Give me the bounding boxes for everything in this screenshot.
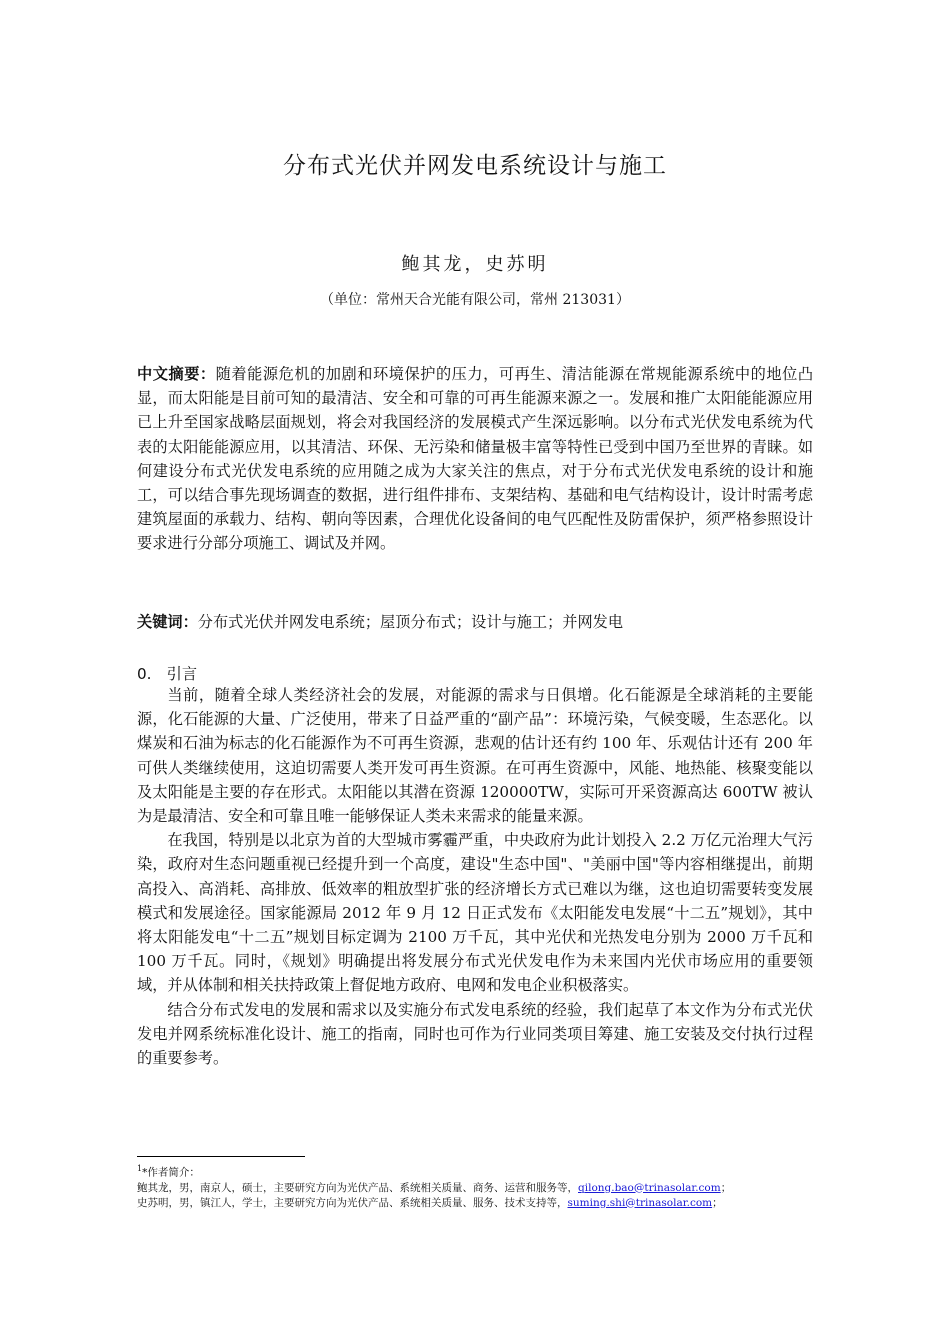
footnote-author-2: [137, 1196, 827, 1211]
author-list: 鲍其龙，史苏明: [401, 254, 549, 275]
abstract-label: 中文摘要：: [137, 365, 216, 383]
introduction-body: [137, 683, 813, 1070]
footnotes: [137, 1161, 827, 1211]
abstract: [137, 362, 813, 556]
keywords: [137, 610, 813, 634]
footnote-heading-text: *作者简介：: [142, 1166, 200, 1179]
footnote-marker: 1: [137, 1164, 143, 1173]
abstract-text: 随着能源危机的加剧和环境保护的压力，可再生、清洁能源在常规能源系统中的地位凸显，而太阳能是目前可知的最清洁、安全和可靠的可再生能源来源之一。发展和推广太阳能能源应用已上升至国家战略层面规划，将会对我国经济的发展模式产生深远影响。以分布式光伏发电系统为代表的太阳能能源应用，以其清洁、环保、无污染和储量极丰富等特性已受到中国乃至世界的青睐。如何建设分布式光伏发电系统的应用随之成为大家关注的焦点，对于分布式光伏发电系统的设计和施工，可以结合事先现场调查的数据，进行组件排布、支架结构、基础和电气结构设计，设计时需考虑建筑屋面的承载力、结构、朝向等因素，合理优化设备间的电气匹配性及防雷保护，须严格参照设计要求进行分部分项施工、调试及并网。: [137, 365, 814, 553]
paragraph: 当前，随着全球人类经济社会的发展，对能源的需求与日俱增。化石能源是全球消耗的主要能源，化石能源的大量、广泛使用，带来了日益严重的“副产品”：环境污染，气候变暖，生态恶化。以煤炭和石油为标志的化石能源作为不可再生资源，悲观的估计还有约 100 年、乐观估计还有 200 年可供人类继续使用，这迫切需要人类开发可再生资源。在可再生资源中，风能、地热能、核聚变能以及太阳能是主要的存在形式。太阳能以其潜在资源 120000TW，实际可开采资源高达 600TW 被认为是最清洁、安全和可靠且唯一能够保证人类未来需求的能量来源。: [137, 686, 813, 826]
footnote-author-1: [137, 1181, 827, 1196]
footnote-author-2-text: 史苏明，男，镇江人，学士，主要研究方向为光伏产品、系统相关质量、服务、技术支持等，: [137, 1196, 568, 1209]
footnote-end-punct: ；: [712, 1196, 723, 1209]
footnote-end-punct: ；: [720, 1181, 732, 1194]
footnote-divider: [137, 1156, 305, 1157]
keywords-text: 分布式光伏并网发电系统；屋顶分布式；设计与施工；并网发电: [197, 613, 623, 631]
keywords-label: 关键词：: [137, 613, 198, 631]
paragraph: 在我国，特别是以北京为首的大型城市雾霾严重，中央政府为此计划投入 2.2 万亿元治理大气污染，政府对生态问题重视已经提升到一个高度，建设"生态中国"、"美丽中国"等内容相继提出，前期高投入、高消耗、高排放、低效率的粗放型扩张的经济增长方式已难以为继，这也迫切需要转变发展模式和发展途径。国家能源局 2012 年 9 月 12 日正式发布《太阳能发电发展“十二五”规划》，其中将太阳能发电“十二五”规划目标定调为 2100 万千瓦，其中光伏和光热发电分别为 2000 万千瓦和 100 万千瓦。同时，《规划》明确提出将发展分布式光伏发电作为未来国内光伏市场应用的重要领域，并从体制和相关扶持政策上督促地方政府、电网和发电企业积极落实。: [137, 831, 813, 995]
email-link-bao[interactable]: qilong.bao@trinasolar.com: [578, 1181, 721, 1194]
affiliation: （单位：常州天合光能有限公司，常州 213031）: [320, 292, 630, 308]
footnote-heading: [137, 1161, 827, 1181]
section-heading-introduction: 0. 引言: [137, 665, 198, 683]
email-link-shi[interactable]: suming.shi@trinasolar.com: [567, 1196, 713, 1209]
paper-title: 分布式光伏并网发电系统设计与施工: [283, 153, 667, 179]
paragraph: 结合分布式发电的发展和需求以及实施分布式发电系统的经验，我们起草了本文作为分布式光伏发电并网系统标准化设计、施工的指南，同时也可作为行业同类项目筹建、施工安装及交付执行过程的重要参考。: [137, 1000, 813, 1068]
footnote-author-1-text: 鲍其龙，男，南京人，硕士，主要研究方向为光伏产品、系统相关质量、商务、运营和服务等，: [137, 1181, 578, 1194]
